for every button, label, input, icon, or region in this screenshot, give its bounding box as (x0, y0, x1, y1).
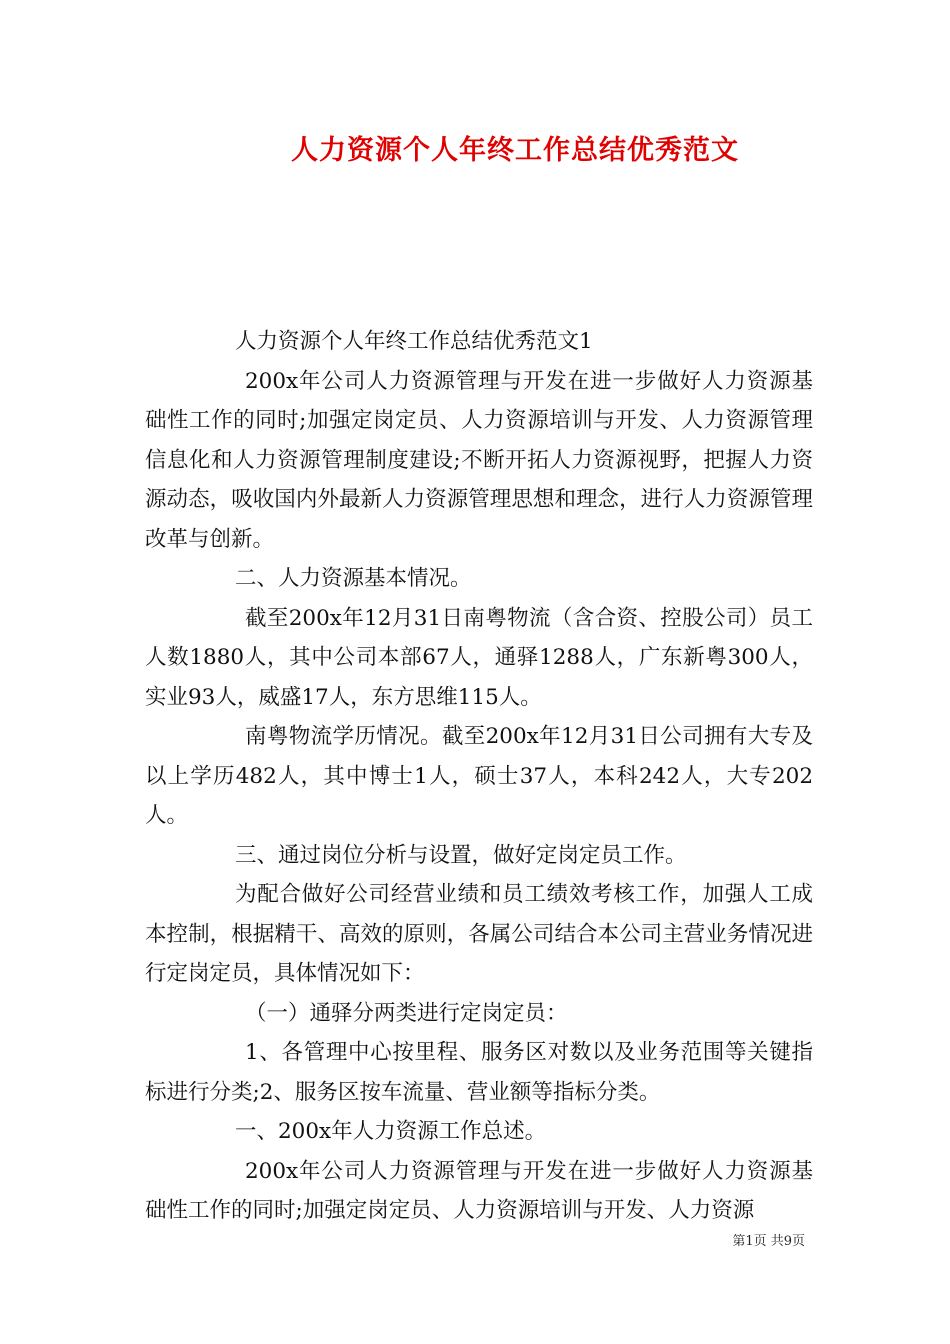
section-heading: 一、200x年人力资源工作总述。 (235, 1119, 547, 1144)
paragraph: 截至200x年12月31日南粤物流（含合资、控股公司）员工人数1880人，其中公司本部67人，通驿1288人，广东新粤300人，实业93人，威盛17人，东方思维115人。 (145, 605, 813, 710)
paragraph: 南粤物流学历情况。截至200x年12月31日公司拥有大专及以上学历482人，其中博士1人，硕士37人，本科242人，大专202人。 (145, 724, 813, 828)
paragraph: 为配合做好公司经营业绩和员工绩效考核工作，加强人工成本控制，根据精干、高效的原则，各属公司结合本公司主营业务情况进行定岗定员，具体情况如下： (145, 882, 813, 986)
document-body (145, 322, 813, 1231)
paragraph: 200x年公司人力资源管理与开发在进一步做好人力资源基础性工作的同时;加强定岗定员、人力资源培训与开发、人力资源管理信息化和人力资源管理制度建设;不断开拓人力资源视野，把握人力资源动态，吸收国内外最新人力资源管理思想和理念，进行人力资源管理改革与创新。 (145, 368, 813, 552)
sub-heading: （一）通驿分两类进行定岗定员： (245, 1000, 568, 1026)
paragraph: 1、各管理中心按里程、服务区对数以及业务范围等关键指标进行分类;2、服务区按车流量、营业额等指标分类。 (145, 1040, 813, 1105)
section-heading: 人力资源个人年终工作总结优秀范文1 (235, 329, 593, 354)
paragraph: 200x年公司人力资源管理与开发在进一步做好人力资源基础性工作的同时;加强定岗定员、人力资源培训与开发、人力资源 (145, 1158, 813, 1223)
document-title: 人力资源个人年终工作总结优秀范文 (291, 135, 739, 166)
page-number: 第1页 共9页 (732, 1234, 805, 1249)
section-heading: 二、人力资源基本情况。 (235, 566, 472, 591)
section-heading: 三、通过岗位分析与设置，做好定岗定员工作。 (235, 842, 687, 868)
